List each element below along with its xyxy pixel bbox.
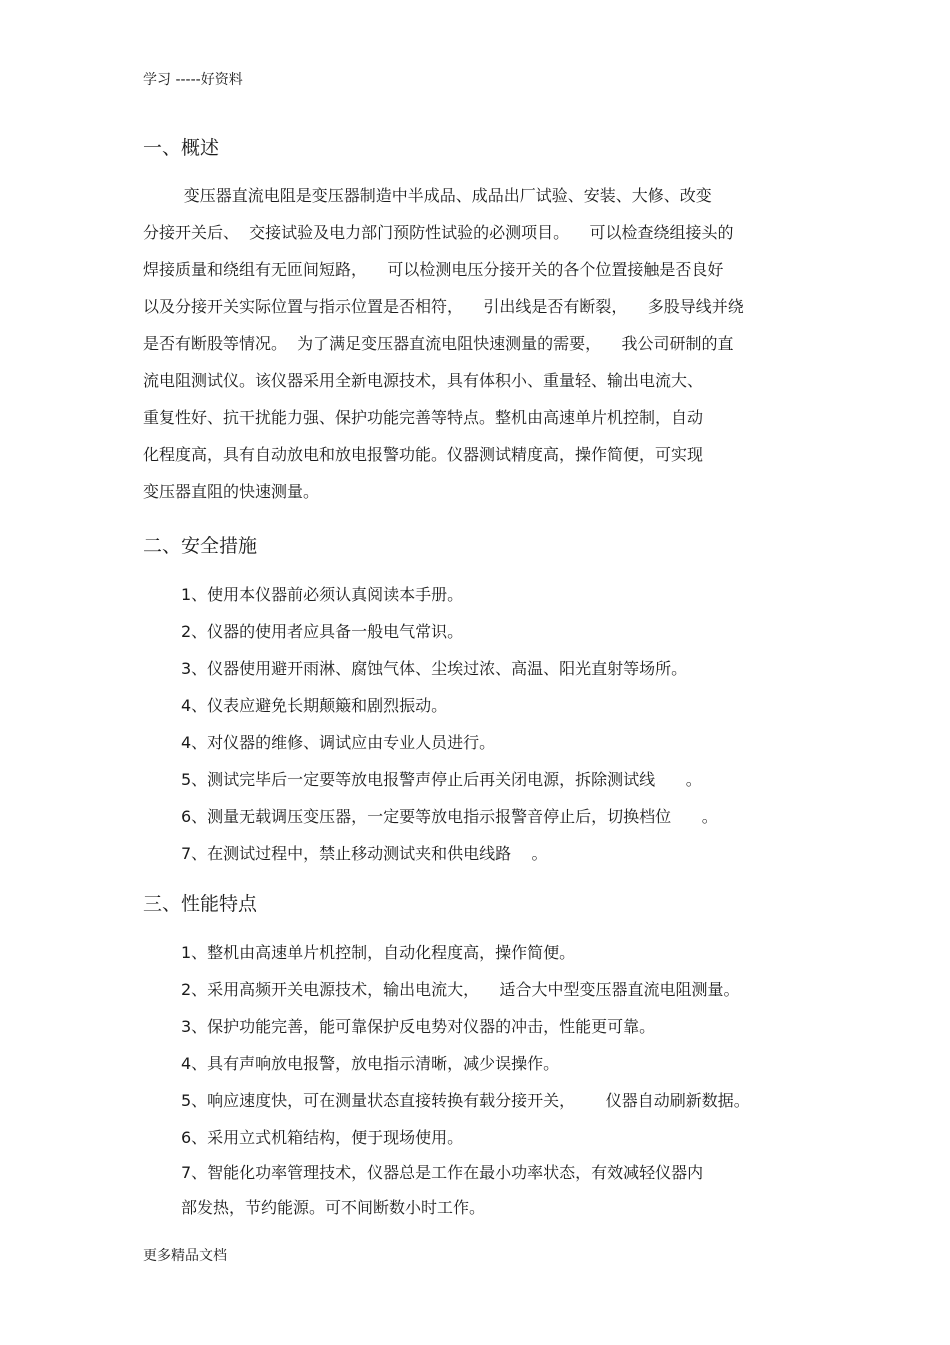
paragraph-line: 分接开关后、 交接试验及电力部门预防性试验的必测项目。 可以检查绕组接头的 <box>143 223 734 242</box>
overview-paragraph <box>143 177 808 510</box>
list-item: 7、智能化功率管理技术，仪器总是工作在最小功率状态，有效减轻仪器内 <box>181 1163 704 1182</box>
list-item: 5、测试完毕后一定要等放电报警声停止后再关闭电源，拆除测试线 。 <box>181 770 702 789</box>
page-footer: 更多精品文档 <box>143 1248 227 1264</box>
section-title-safety: 二、安全措施 <box>143 535 258 557</box>
section-title-features: 三、性能特点 <box>143 893 258 915</box>
list-item: 3、保护功能完善，能可靠保护反电势对仪器的冲击，性能更可靠。 <box>181 1017 656 1036</box>
paragraph-line: 重复性好、抗干扰能力强、保护功能完善等特点。整机由高速单片机控制，自动 <box>143 408 704 427</box>
list-item: 4、对仪器的维修、调试应由专业人员进行。 <box>181 733 496 752</box>
paragraph-line: 以及分接开关实际位置与指示位置是否相符， 引出线是否有断裂， 多股导线并绕 <box>143 297 744 316</box>
list-item: 1、使用本仪器前必须认真阅读本手册。 <box>181 585 464 604</box>
paragraph-line: 是否有断股等情况。 为了满足变压器直流电阻快速测量的需要， 我公司研制的直 <box>143 334 734 353</box>
list-item: 2、仪器的使用者应具备一般电气常识。 <box>181 622 464 641</box>
paragraph-line: 流电阻测试仪。该仪器采用全新电源技术，具有体积小、重量轻、输出电流大、 <box>143 371 704 390</box>
list-item: 部发热，节约能源。可不间断数小时工作。 <box>181 1198 486 1217</box>
list-item: 1、整机由高速单片机控制，自动化程度高，操作简便。 <box>181 943 576 962</box>
list-item: 3、仪器使用避开雨淋、腐蚀气体、尘埃过浓、高温、阳光直射等场所。 <box>181 659 688 678</box>
list-item: 6、采用立式机箱结构，便于现场使用。 <box>181 1128 464 1147</box>
list-item: 6、测量无载调压变压器，一定要等放电指示报警音停止后，切换档位 。 <box>181 807 718 826</box>
paragraph-line: 化程度高，具有自动放电和放电报警功能。仪器测试精度高，操作简便，可实现 <box>143 445 704 464</box>
paragraph-line: 焊接质量和绕组有无匝间短路， 可以检测电压分接开关的各个位置接触是否良好 <box>143 260 724 279</box>
list-item: 4、具有声响放电报警，放电指示清晰，减少误操作。 <box>181 1054 560 1073</box>
section-title-overview: 一、概述 <box>143 137 220 159</box>
list-item: 7、在测试过程中，禁止移动测试夹和供电线路 。 <box>181 844 548 863</box>
paragraph-line: 变压器直阻的快速测量。 <box>143 482 320 501</box>
paragraph-line: 变压器直流电阻是变压器制造中半成品、成品出厂试验、安装、大修、改变 <box>143 186 712 205</box>
list-item: 2、采用高频开关电源技术，输出电流大， 适合大中型变压器直流电阻测量。 <box>181 980 740 999</box>
features-list <box>181 934 821 1226</box>
list-item: 5、响应速度快，可在测量状态直接转换有载分接开关， 仪器自动刷新数据。 <box>181 1091 750 1110</box>
safety-list <box>181 576 821 872</box>
list-item: 4、仪表应避免长期颠簸和剧烈振动。 <box>181 696 448 715</box>
page-header: 学习 -----好资料 <box>143 72 243 88</box>
